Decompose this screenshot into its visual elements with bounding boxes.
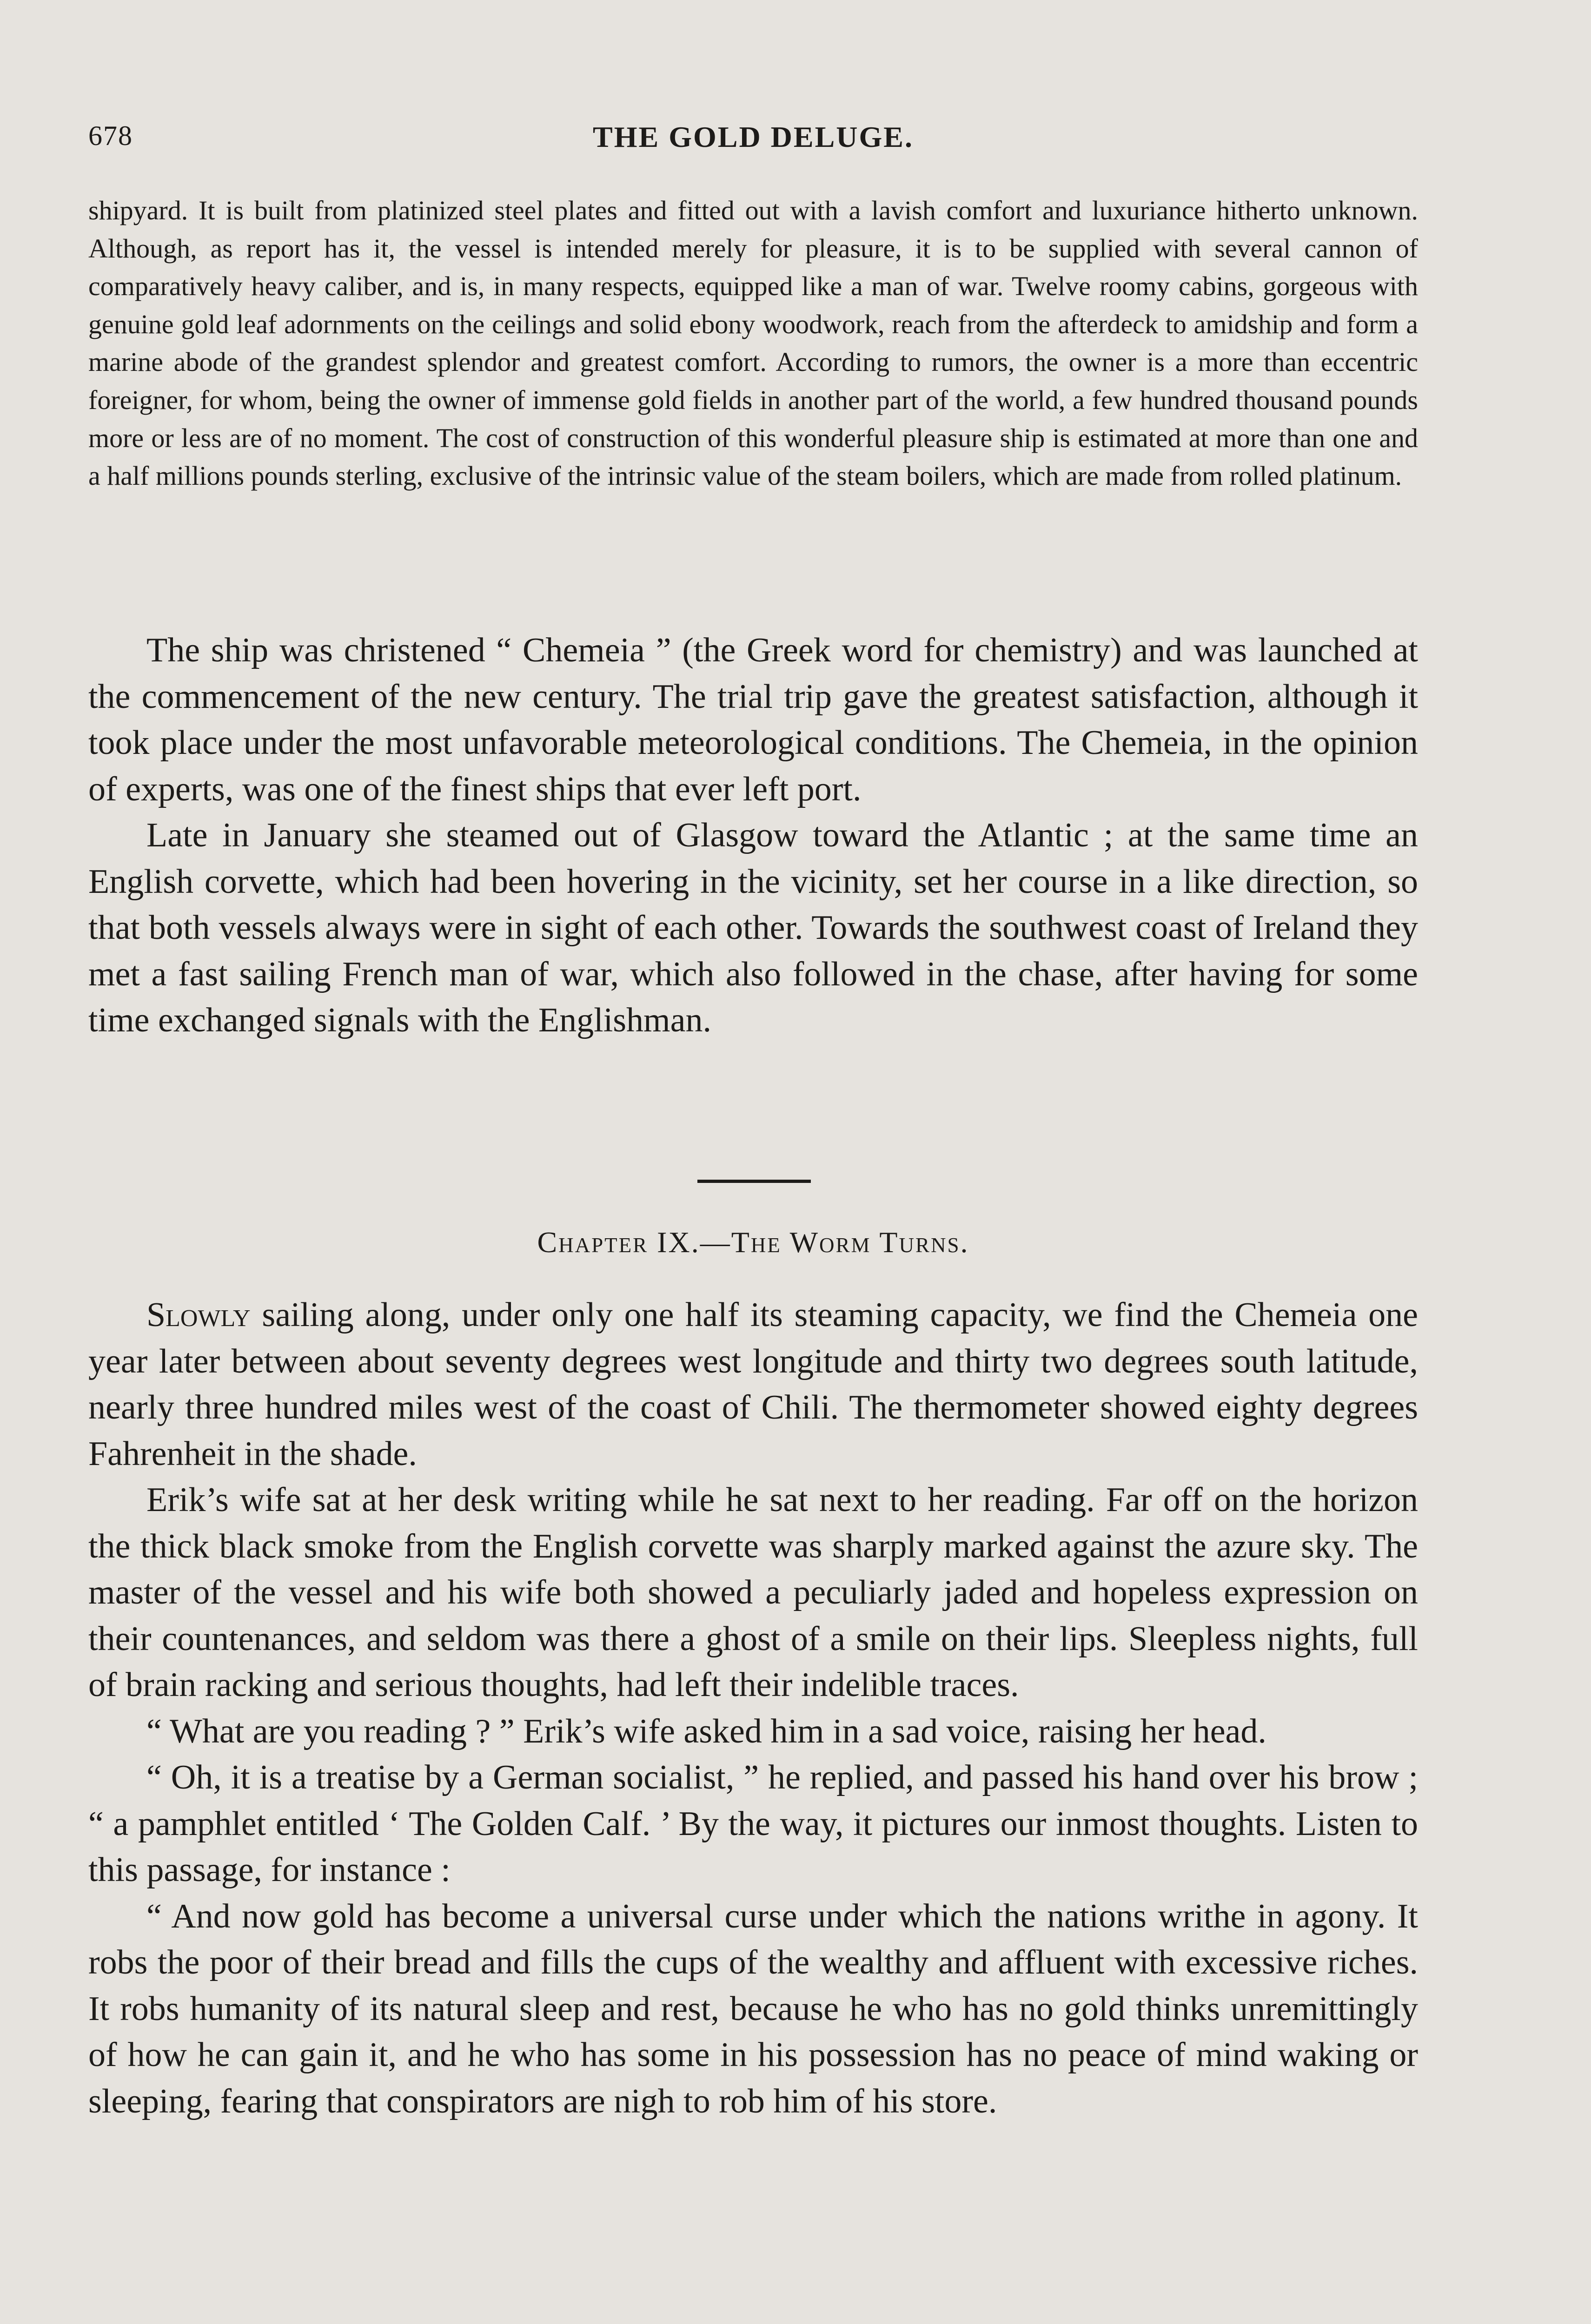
body-text-before-chapter <box>88 627 1418 1044</box>
chapter-heading: Chapter IX.—The Worm Turns. <box>537 1226 969 1259</box>
body-text-chapter <box>88 1292 1418 2125</box>
body-paragraph: “ And now gold has become a universal curse under which the nations writhe in agony. It robs the poor of their bread and fills the cups of the wealthy and affluent with excessive riches. It robs humanity of its natural sleep and rest, because he who has no gold thinks unremittingly of how he can gain it, and he who has some in his possession has no peace of mind waking or sleeping, fearing that conspirators are nigh to rob him of his store. <box>88 1897 1418 2120</box>
body-paragraph: “ What are you reading ? ” Erik’s wife asked him in a sad voice, raising her head. <box>146 1712 1266 1750</box>
chapter-opening-paragraph <box>88 1292 1418 1477</box>
running-title: THE GOLD DELUGE. <box>593 120 914 153</box>
quoted-excerpt <box>88 191 1418 495</box>
page-number: 678 <box>88 120 133 151</box>
body-paragraph: Erik’s wife sat at her desk writing while he sat next to her reading. Far off on the horizon the thick black smoke from the English corvette was sharply marked against the azure sky. The master of the vessel and his wife both showed a peculiarly jaded and hopeless expression on their countenances, and seldom was there a ghost of a smile on their lips. Sleepless nights, full of brain racking and serious thoughts, had left their indelible traces. <box>88 1481 1418 1704</box>
body-paragraph: Late in January she steamed out of Glasgow toward the Atlantic ; at the same time an English corvette, which had been hovering in the vicinity, set her course in a like direction, so that both vessels always were in sight of each other. Towards the southwest coast of Ireland they met a fast sailing French man of war, which also followed in the chase, after having for some time exchanged signals with the Englishman. <box>88 816 1418 1039</box>
excerpt-paragraph: shipyard. It is built from platinized steel plates and fitted out with a lavish comfort and luxuriance hitherto unknown. Although, as report has it, the vessel is intended merely for pleasure, it is to be supplied with several cannon of comparatively heavy caliber, and is, in many respects, equipped like a man of war. Twelve roomy cabins, gorgeous with genuine gold leaf adornments on the ceilings and solid ebony woodwork, reach from the afterdeck to amidship and form a marine abode of the grandest splendor and greatest comfort. According to rumors, the owner is a more than eccentric foreigner, for whom, being the owner of immense gold fields in another part of the world, a few hundred thousand pounds more or less are of no moment. The cost of construction of this wonderful pleasure ship is estimated at more than one and a half millions pounds sterling, exclusive of the intrinsic value of the steam boilers, which are made from rolled platinum. <box>88 195 1418 491</box>
body-paragraph: The ship was christened “ Chemeia ” (the Greek word for chemistry) and was launched at the commencement of the new century. The trial trip gave the greatest satisfaction, although it took place under the most unfavorable meteorological conditions. The Chemeia, in the opinion of experts, was one of the finest ships that ever left port. <box>88 631 1418 808</box>
section-divider <box>697 1180 811 1183</box>
body-paragraph: “ Oh, it is a treatise by a German socialist, ” he replied, and passed his hand over his brow ; “ a pamphlet entitled ‘ The Golden Calf. ’ By the way, it pictures our inmost thoughts. Listen to this passage, for instance : <box>88 1758 1418 1889</box>
chapter-opening-text: sailing along, under only one half its steaming capacity, we find the Chemeia one year later between about seventy degrees west longitude and thirty two degrees south latitude, nearly three hundred miles west of the coast of Chili. The thermometer showed eighty degrees Fahrenheit in the shade. <box>88 1296 1418 1473</box>
chapter-opening-word: Slowly <box>146 1296 251 1334</box>
page-header <box>88 120 1418 162</box>
